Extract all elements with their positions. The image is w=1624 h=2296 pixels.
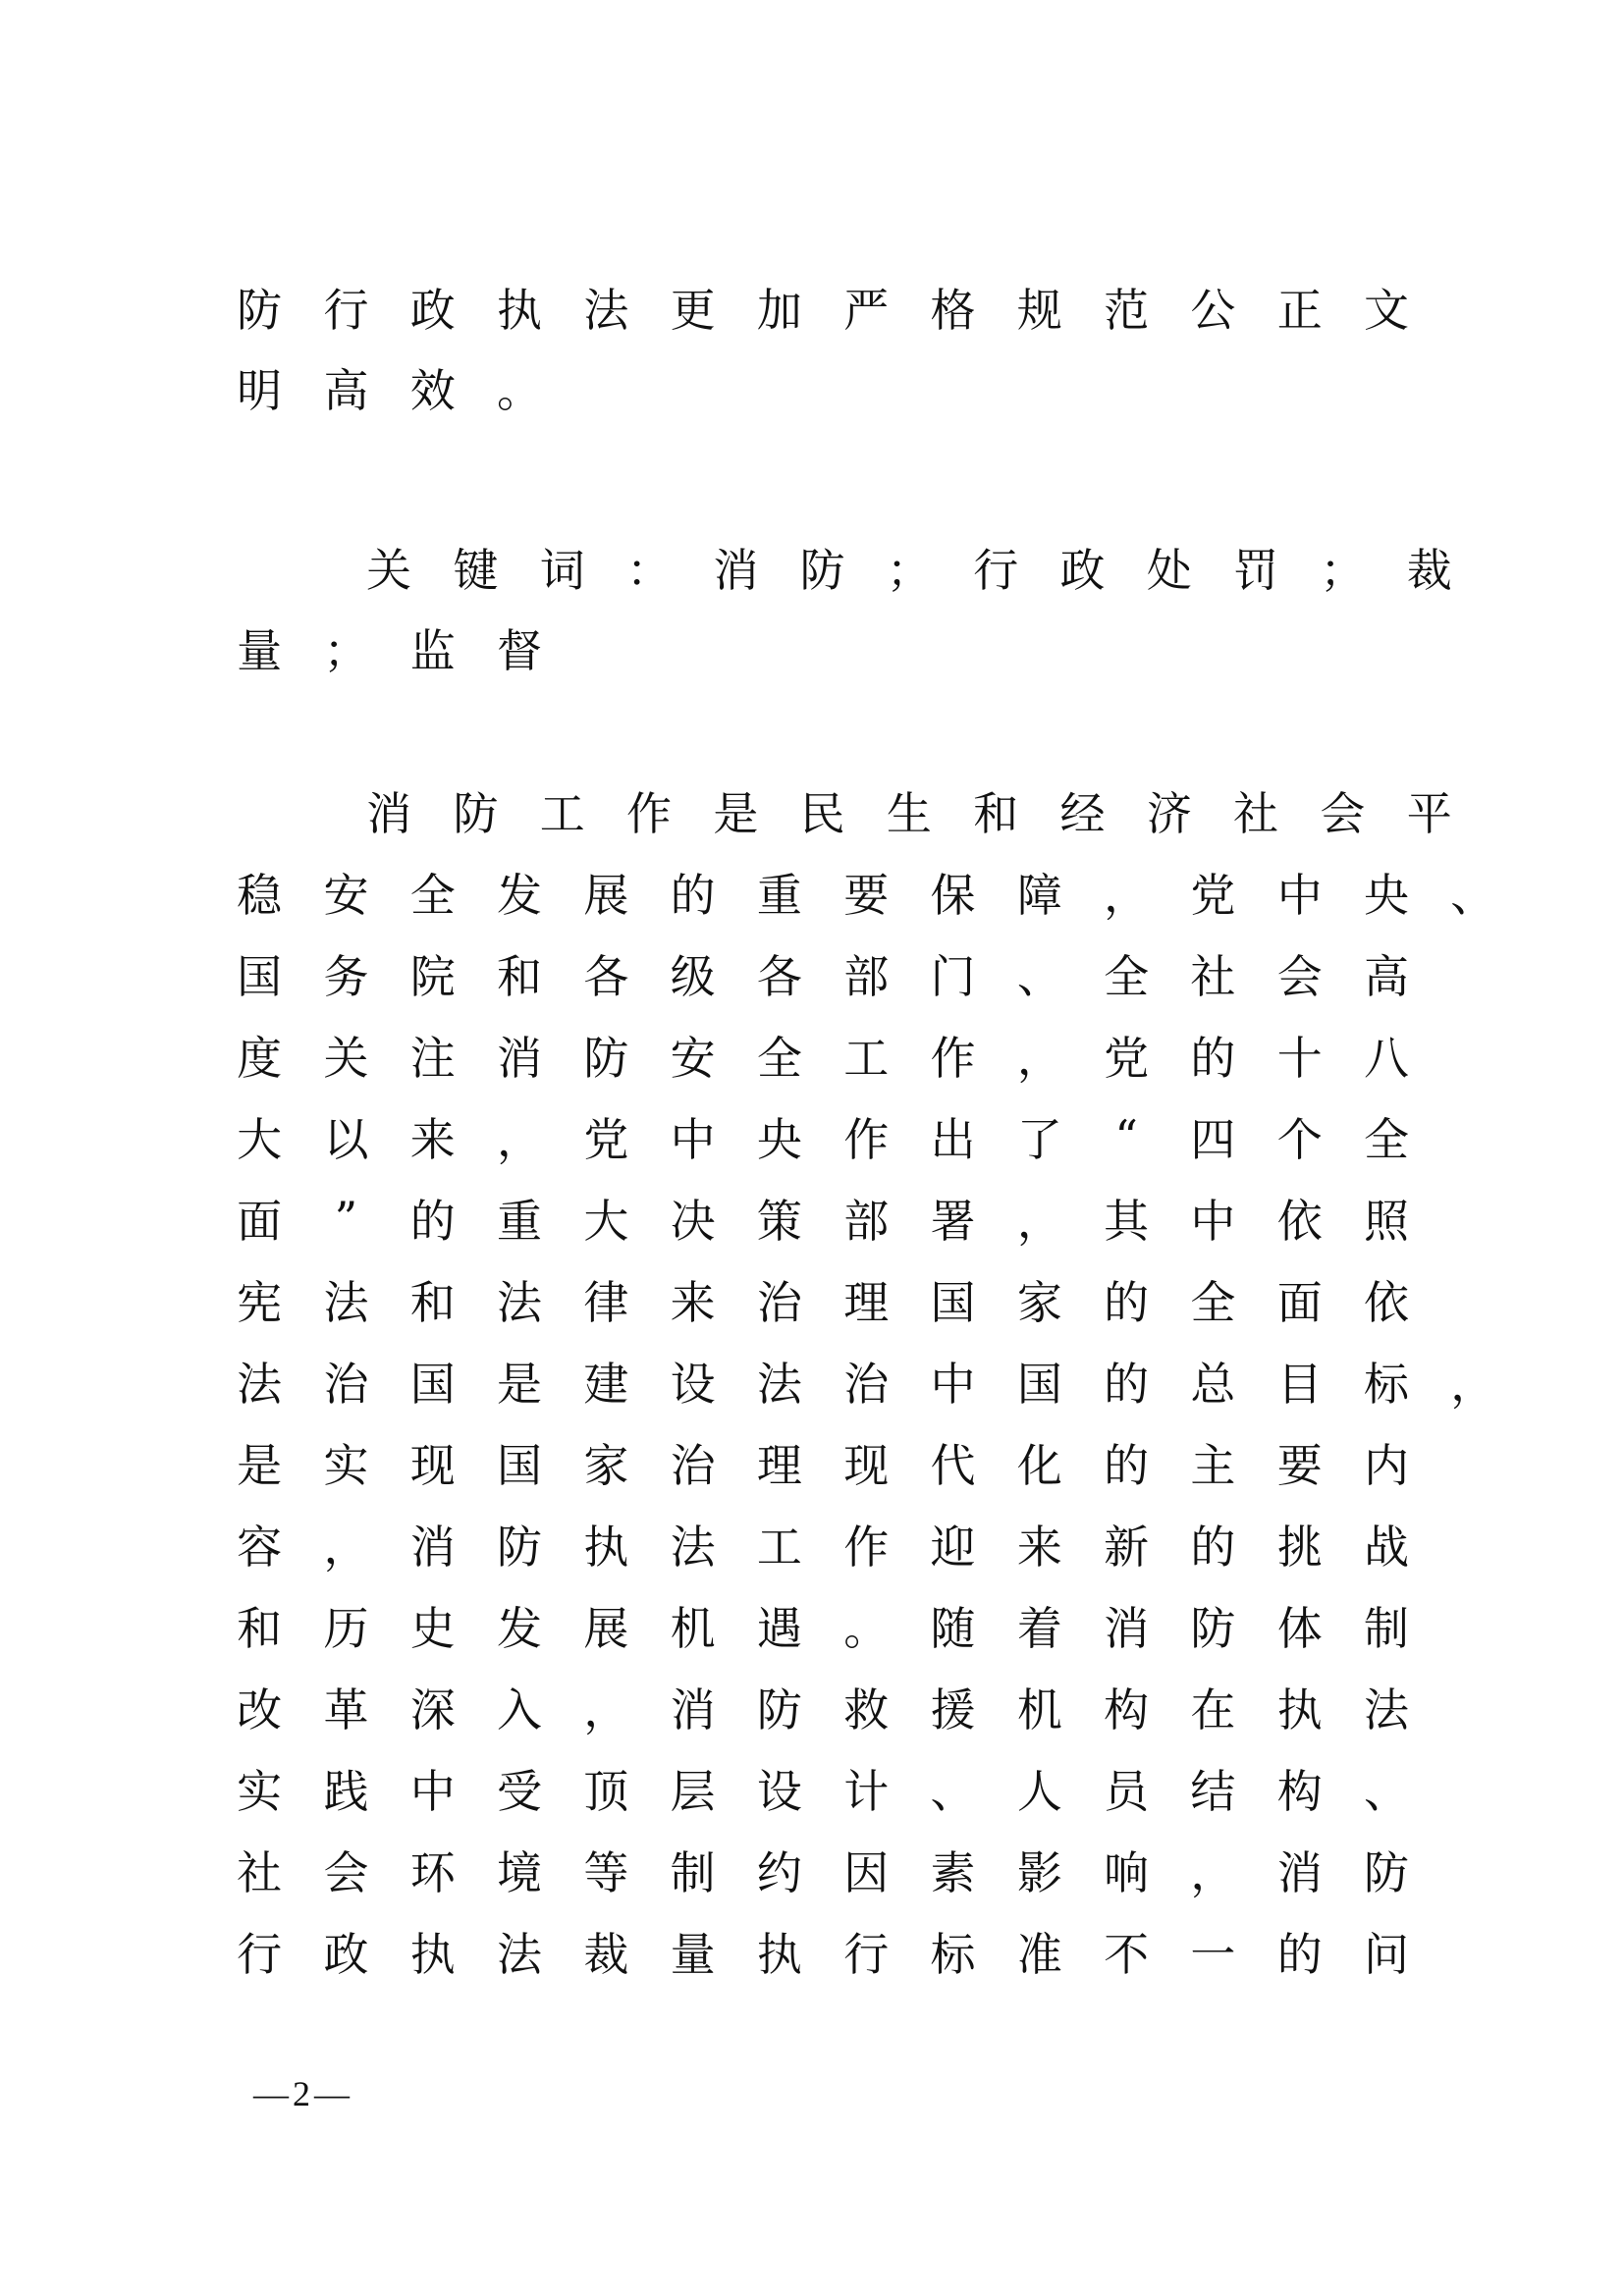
body-line: 法 治 国 是 建 设 法 治 中 国 的 总 目 标 ，: [237, 1358, 1496, 1411]
body-line: 和 历 史 发 展 机 遇 。 随 着 消 防 体 制: [237, 1602, 1409, 1655]
body-line: 国 务 院 和 各 级 各 部 门 、 全 社 会 高: [237, 950, 1409, 1003]
body-line: 宪 法 和 法 律 来 治 理 国 家 的 全 面 依: [237, 1276, 1409, 1329]
body-line: 容 ， 消 防 执 法 工 作 迎 来 新 的 挑 战: [237, 1521, 1409, 1574]
body-line: 度 关 注 消 防 安 全 工 作 ， 党 的 十 八: [237, 1032, 1409, 1085]
body-line: 大 以 来 ， 党 中 央 作 出 了 “ 四 个 全: [237, 1110, 1409, 1166]
body-line: 是 实 现 国 家 治 理 现 代 化 的 主 要 内: [237, 1439, 1409, 1492]
keywords-line: 量 ； 监 督: [237, 624, 543, 677]
body-line: 面 ” 的 重 大 决 策 部 署 ， 其 中 依 照: [237, 1192, 1409, 1248]
abstract-line: 明 高 效 。: [237, 364, 543, 417]
body-line: 消 防 工 作 是 民 生 和 经 济 社 会 平: [366, 787, 1452, 840]
keywords-line: 关 键 词 ： 消 防 ； 行 政 处 罚 ； 裁: [366, 544, 1452, 597]
page-number: —2—: [253, 2074, 353, 2113]
body-line: 行 政 执 法 裁 量 执 行 标 准 不 一 的 问: [237, 1928, 1409, 1981]
abstract-line: 防 行 政 执 法 更 加 严 格 规 范 公 正 文: [237, 284, 1409, 337]
body-line: 社 会 环 境 等 制 约 因 素 影 响 ， 消 防: [237, 1846, 1409, 1899]
body-line: 实 践 中 受 顶 层 设 计 、 人 员 结 构 、: [237, 1765, 1409, 1818]
body-line: 稳 安 全 发 展 的 重 要 保 障 ， 党 中 央 、: [237, 869, 1496, 922]
body-line: 改 革 深 入 ， 消 防 救 援 机 构 在 执 法: [237, 1683, 1409, 1736]
